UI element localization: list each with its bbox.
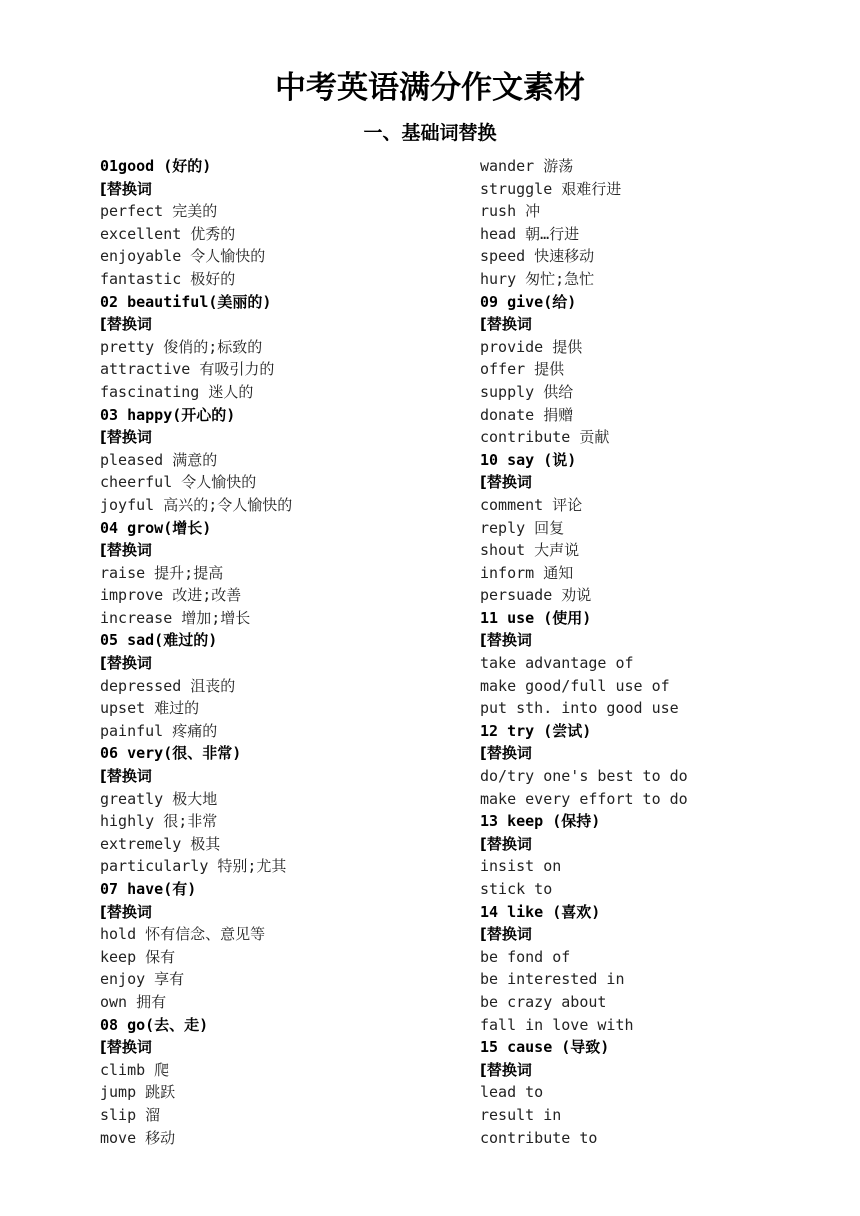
synonym-label: [替换词 — [480, 631, 532, 650]
synonym-entry: raise 提升;提高 — [100, 563, 224, 582]
synonym-entry: comment 评论 — [480, 495, 583, 514]
synonym-entry: do/try one's best to do — [480, 767, 688, 786]
synonym-entry: struggle 艰难行进 — [480, 179, 622, 198]
synonym-entry: move 移动 — [100, 1128, 176, 1147]
synonym-entry: speed 快速移动 — [480, 247, 595, 266]
synonym-entry: joyful 高兴的;令人愉快的 — [100, 495, 293, 514]
word-heading: 06 very(很、非常) — [100, 744, 242, 763]
synonym-label: [替换词 — [100, 767, 152, 786]
word-heading: 11 use (使用) — [480, 608, 592, 627]
word-heading: 02 beautiful(美丽的) — [100, 292, 272, 311]
synonym-entry: lead to — [480, 1083, 544, 1102]
word-heading: 12 try (尝试) — [480, 721, 592, 740]
synonym-entry: make every effort to do — [480, 789, 688, 808]
synonym-entry: own 拥有 — [100, 992, 167, 1011]
word-heading: 09 give(给) — [480, 292, 577, 311]
synonym-entry: keep 保有 — [100, 947, 176, 966]
synonym-entry: pleased 满意的 — [100, 450, 218, 469]
synonym-entry: hury 匆忙;急忙 — [480, 269, 595, 288]
word-heading: 03 happy(开心的) — [100, 405, 236, 424]
synonym-entry: improve 改进;改善 — [100, 586, 242, 605]
synonym-entry: result in — [480, 1105, 562, 1124]
synonym-entry: pretty 俊俏的;标致的 — [100, 337, 263, 356]
synonym-label: [替换词 — [480, 834, 532, 853]
synonym-entry: particularly 特别;尤其 — [100, 857, 287, 876]
synonym-entry: insist on — [480, 857, 562, 876]
synonym-entry: wander 游荡 — [480, 157, 574, 175]
synonym-label: [替换词 — [100, 179, 152, 198]
left-column — [100, 155, 480, 1149]
synonym-entry: highly 很;非常 — [100, 812, 218, 831]
synonym-entry: rush 冲 — [480, 202, 541, 221]
synonym-entry: greatly 极大地 — [100, 789, 218, 808]
synonym-entry: contribute to — [480, 1128, 598, 1147]
synonym-entry: enjoyable 令人愉快的 — [100, 247, 266, 266]
synonym-entry: enjoy 享有 — [100, 970, 185, 989]
synonym-entry: contribute 贡献 — [480, 428, 610, 447]
synonym-entry: hold 怀有信念、意见等 — [100, 925, 266, 944]
synonym-label: [替换词 — [100, 541, 152, 560]
synonym-entry: fascinating 迷人的 — [100, 382, 254, 401]
synonym-label: [替换词 — [480, 473, 532, 492]
synonym-entry: slip 溜 — [100, 1105, 161, 1124]
synonym-entry: offer 提供 — [480, 360, 565, 379]
synonym-entry: make good/full use of — [480, 676, 670, 695]
synonym-entry: upset 难过的 — [100, 699, 200, 718]
synonym-entry: shout 大声说 — [480, 541, 580, 560]
right-column — [480, 155, 860, 1149]
synonym-entry: donate 捐赠 — [480, 405, 574, 424]
synonym-entry: fantastic 极好的 — [100, 269, 236, 288]
synonym-entry: persuade 劝说 — [480, 586, 592, 605]
synonym-entry: attractive 有吸引力的 — [100, 360, 275, 379]
synonym-entry: reply 回复 — [480, 518, 565, 537]
synonym-entry: be fond of — [480, 947, 571, 966]
word-heading: 15 cause (导致) — [480, 1038, 610, 1057]
synonym-label: [替换词 — [100, 428, 152, 447]
synonym-entry: increase 增加;增长 — [100, 608, 251, 627]
word-heading: 05 sad(难过的) — [100, 631, 218, 650]
synonym-label: [替换词 — [100, 902, 152, 921]
synonym-entry: supply 供给 — [480, 382, 574, 401]
word-heading: 10 say (说) — [480, 450, 577, 469]
synonym-entry: put sth. into good use — [480, 699, 679, 718]
synonym-label: [替换词 — [480, 1060, 532, 1079]
synonym-entry: extremely 极其 — [100, 834, 221, 853]
synonym-entry: excellent 优秀的 — [100, 224, 236, 243]
synonym-entry: perfect 完美的 — [100, 202, 218, 221]
word-heading: 14 like (喜欢) — [480, 902, 601, 921]
synonym-entry: climb 爬 — [100, 1060, 170, 1079]
synonym-label: [替换词 — [100, 315, 152, 334]
synonym-entry: be interested in — [480, 970, 625, 989]
section-heading: 一、基础词替换 — [363, 122, 497, 144]
synonym-entry: fall in love with — [480, 1015, 634, 1034]
synonym-entry: jump 跳跃 — [100, 1083, 176, 1102]
synonym-entry: be crazy about — [480, 992, 607, 1011]
synonym-entry: cheerful 令人愉快的 — [100, 473, 257, 492]
synonym-entry: painful 疼痛的 — [100, 721, 218, 740]
synonym-label: [替换词 — [480, 925, 532, 944]
word-heading: 08 go(去、走) — [100, 1015, 209, 1034]
synonym-label: [替换词 — [100, 654, 152, 673]
synonym-entry: stick to — [480, 880, 553, 898]
word-heading: 01good (好的) — [100, 157, 212, 175]
synonym-entry: take advantage of — [480, 654, 634, 673]
word-heading: 07 have(有) — [100, 880, 197, 898]
word-heading: 13 keep (保持) — [480, 812, 601, 831]
synonym-entry: depressed 沮丧的 — [100, 676, 236, 695]
document-title: 中考英语满分作文素材 — [275, 70, 585, 106]
synonym-label: [替换词 — [480, 315, 532, 334]
synonym-entry: provide 提供 — [480, 337, 583, 356]
synonym-entry: head 朝…行进 — [480, 224, 580, 243]
synonym-label: [替换词 — [100, 1038, 152, 1057]
synonym-entry: inform 通知 — [480, 563, 574, 582]
word-heading: 04 grow(增长) — [100, 518, 212, 537]
synonym-label: [替换词 — [480, 744, 532, 763]
